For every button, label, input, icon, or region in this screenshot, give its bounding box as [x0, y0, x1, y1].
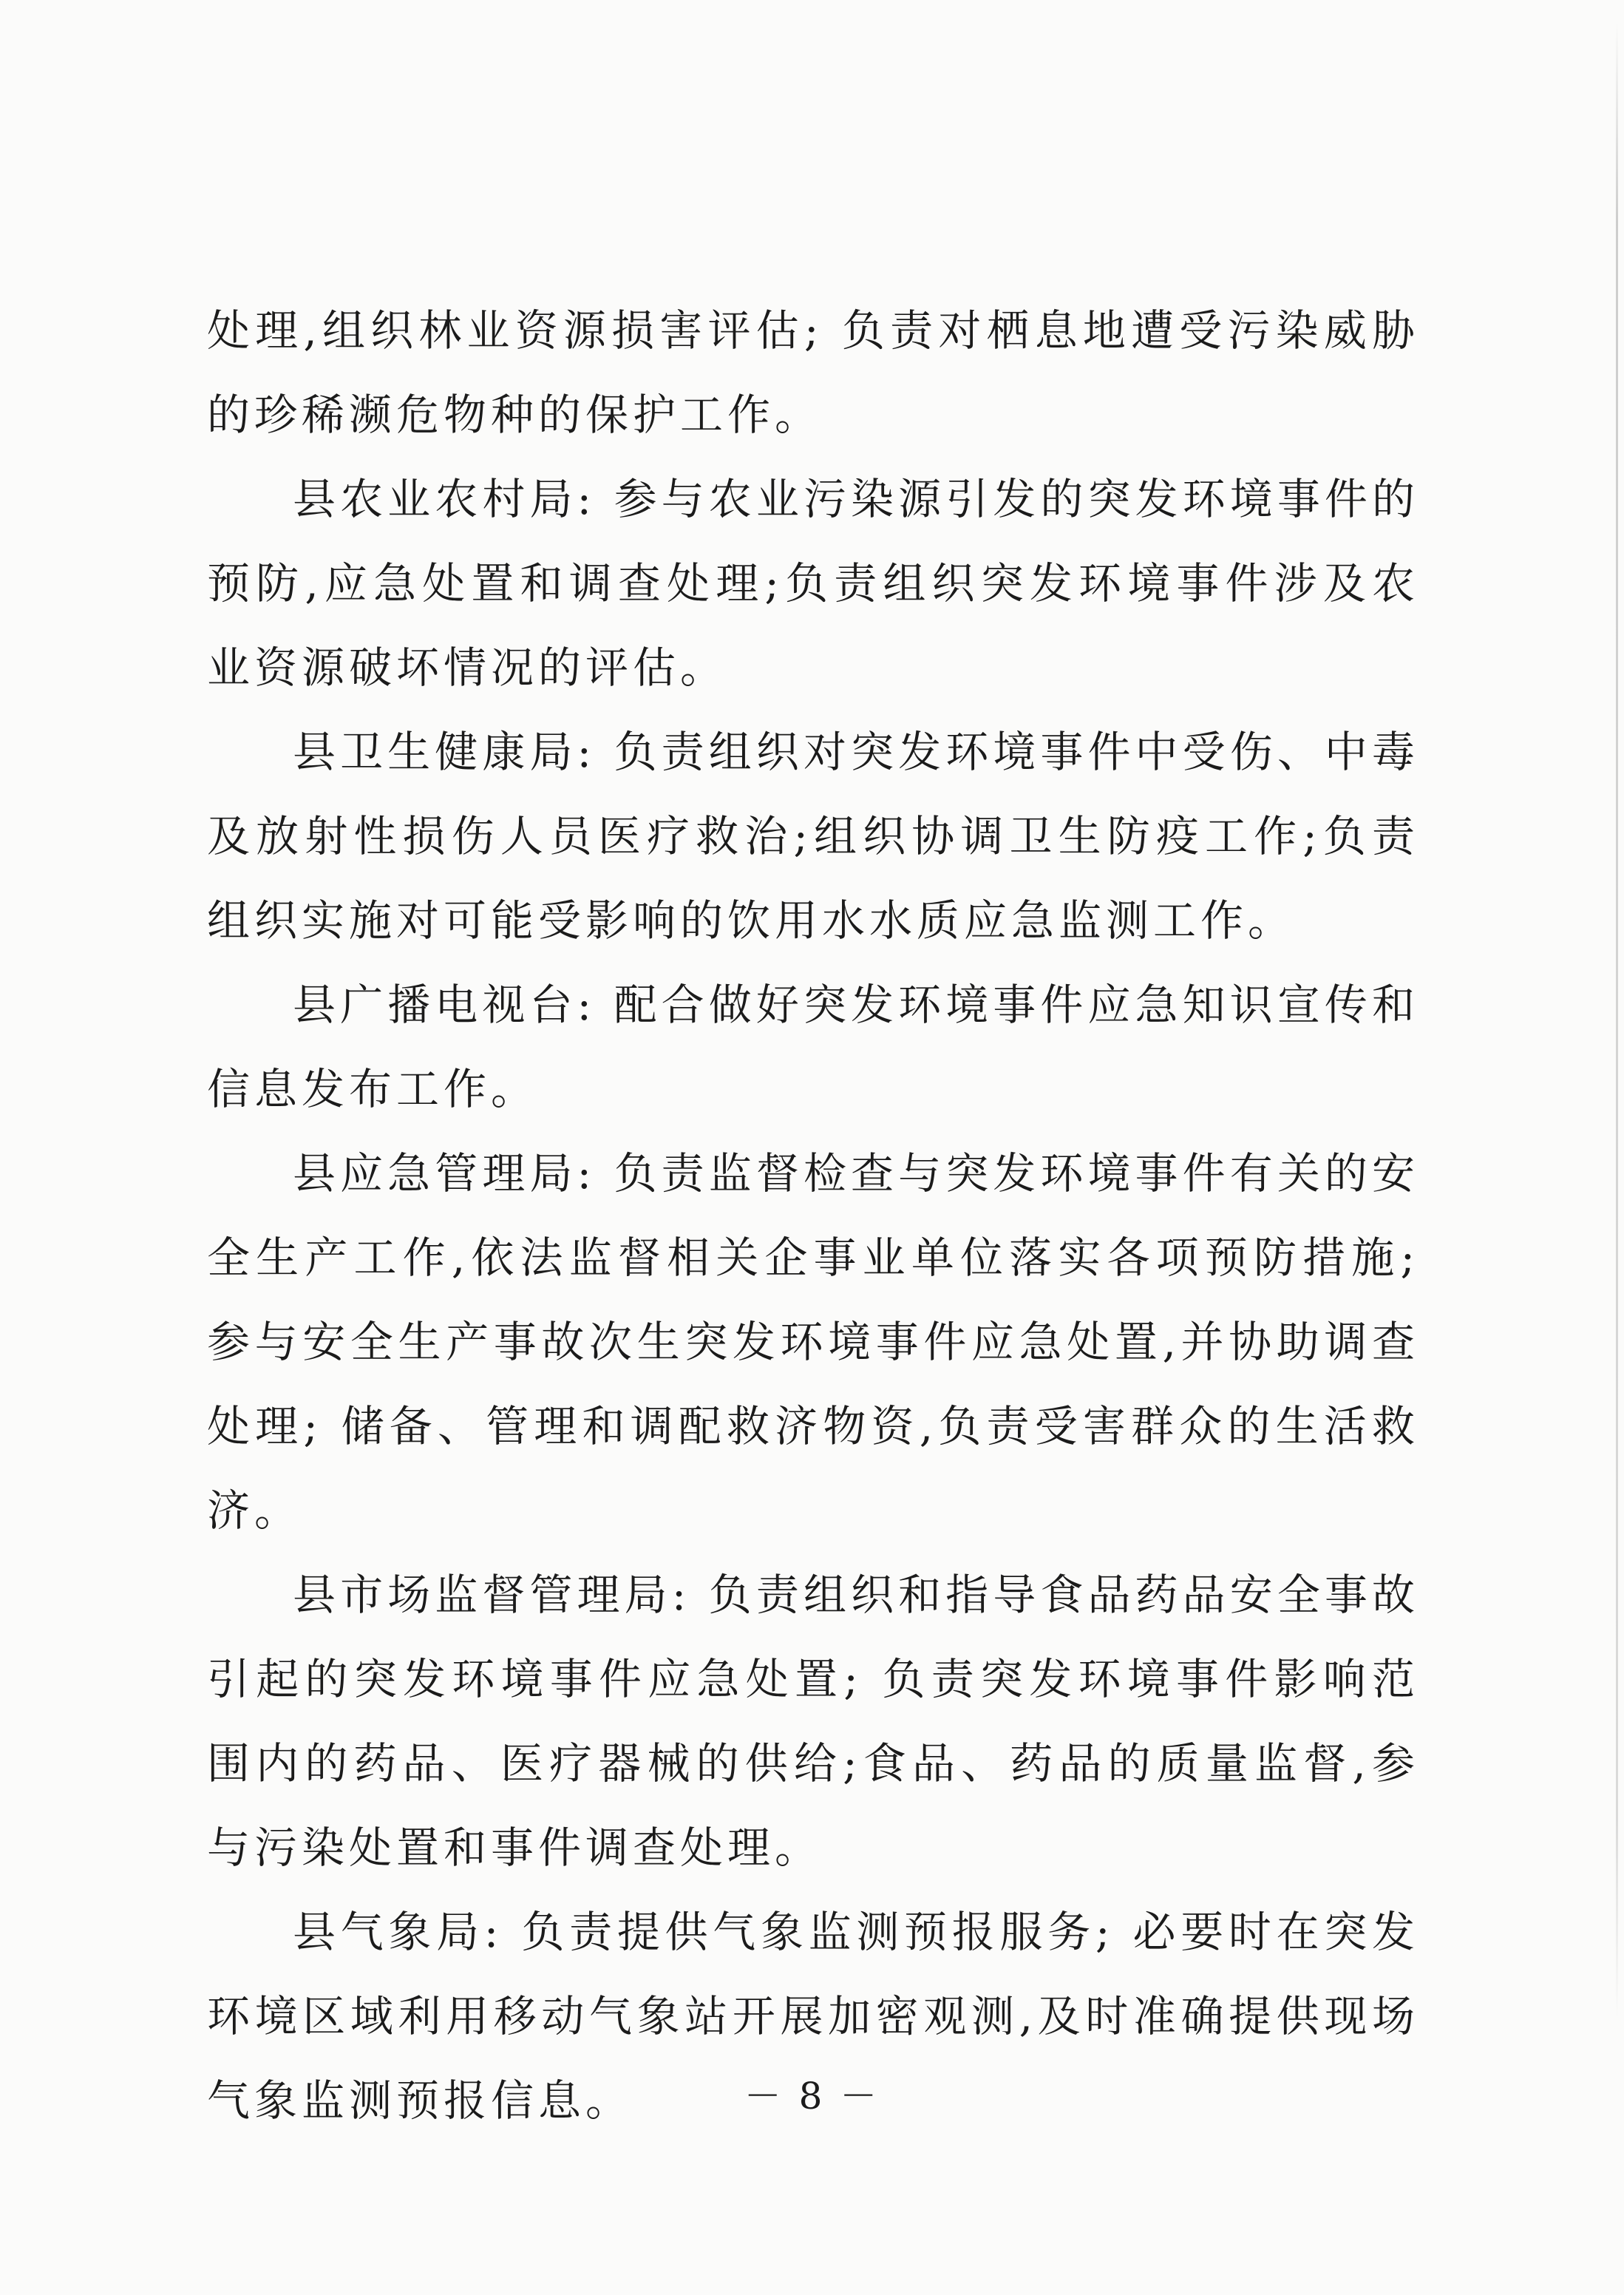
page-number: － 8 －: [744, 2075, 880, 2118]
paragraph-market-supervision-bureau: 县市场监督管理局: 负责组织和指导食品药品安全事故引起的突发环境事件应急处置; 负责突发环境事件影响范围内的药品、医疗器械的供给;食品、药品的质量监督,参与污染处置和事件调查处理。: [207, 1570, 1419, 1873]
scan-edge-shadow: [1616, 22, 1618, 2018]
paragraph-emergency-management-bureau: 县应急管理局: 负责监督检查与突发环境事件有关的安全生产工作,依法监督相关企事业单位落实各项预防措施; 参与安全生产事故次生突发环境事件应急处置,并协助调查处理; 储备、管理和调配救济物资,负责受害群众的生活救济。: [207, 1148, 1419, 1536]
paragraph-broadcasting-station: 县广播电视台: 配合做好突发环境事件应急知识宣传和信息发布工作。: [207, 980, 1419, 1114]
paragraph-forestry-continued: 处理,组织林业资源损害评估; 负责对栖息地遭受污染威胁的珍稀濒危物种的保护工作。: [207, 305, 1419, 440]
paragraph-health-bureau: 县卫生健康局: 负责组织对突发环境事件中受伤、中毒及放射性损伤人员医疗救治;组织协调卫生防疫工作;负责组织实施对可能受影响的饮用水水质应急监测工作。: [207, 727, 1419, 946]
paragraph-agriculture-bureau: 县农业农村局: 参与农业污染源引发的突发环境事件的预防,应急处置和调查处理;负责组织突发环境事件涉及农业资源破坏情况的评估。: [207, 474, 1419, 693]
document-body: [207, 288, 1419, 2143]
paragraph-meteorological-bureau: 县气象局: 负责提供气象监测预报服务; 必要时在突发环境区域利用移动气象站开展加密观测,及时准确提供现场气象监测预报信息。: [207, 1907, 1419, 2126]
